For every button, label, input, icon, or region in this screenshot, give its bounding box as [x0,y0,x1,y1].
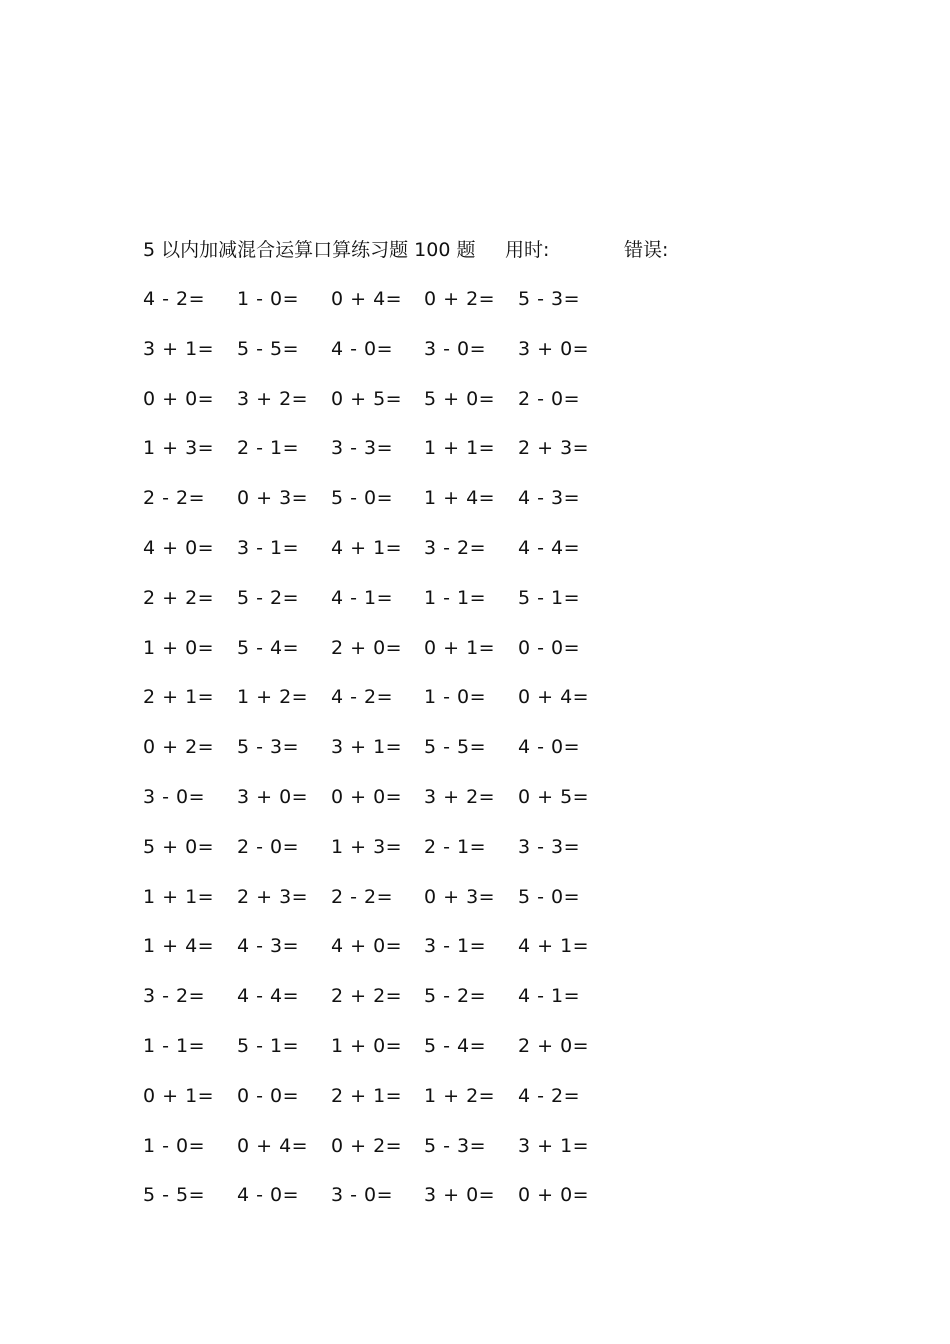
problem-item: 2 - 0= [518,387,581,410]
problem-row [143,483,623,533]
problem-item: 5 + 0= [143,835,215,858]
problem-item: 0 + 5= [331,387,403,410]
problem-item: 2 - 1= [424,835,487,858]
problem-row [143,633,623,683]
problem-item: 5 - 4= [237,636,300,659]
problem-item: 4 - 1= [518,985,581,1008]
problem-row [143,384,623,434]
problem-item: 5 - 1= [518,586,581,609]
problem-item: 1 - 0= [424,686,487,709]
problem-item: 4 - 0= [237,1184,300,1207]
problem-item: 4 - 1= [331,586,394,609]
problem-item: 0 + 4= [237,1134,309,1157]
problem-item: 5 - 3= [518,288,581,310]
problem-row [143,732,623,782]
problem-item: 2 + 1= [143,686,215,709]
problem-item: 4 - 2= [518,1084,581,1107]
problem-row [143,583,623,633]
problem-item: 2 + 2= [331,985,403,1008]
time-label: 用时: [505,239,550,261]
problem-item: 4 - 3= [237,935,300,958]
problem-item: 5 - 3= [424,1134,487,1157]
problem-item: 3 + 2= [424,785,496,808]
problem-item: 2 - 0= [237,835,300,858]
problem-item: 0 - 0= [237,1084,300,1107]
problem-item: 1 + 0= [331,1034,403,1057]
problem-item: 0 + 1= [143,1084,215,1107]
problem-item: 3 - 0= [331,1184,394,1207]
problem-row [143,1131,623,1181]
problem-row [143,334,623,384]
problem-item: 2 + 1= [331,1084,403,1107]
problem-item: 3 - 2= [424,536,487,559]
problem-row [143,782,623,832]
problem-item: 5 - 0= [331,487,394,510]
problem-item: 0 + 5= [518,785,590,808]
problem-row [143,981,623,1031]
problem-item: 0 + 3= [424,885,496,908]
problem-item: 4 + 1= [331,536,403,559]
problem-item: 2 - 1= [237,437,300,460]
problem-item: 0 + 2= [331,1134,403,1157]
problem-item: 1 - 1= [143,1034,206,1057]
problem-item: 3 + 2= [237,387,309,410]
problem-item: 4 - 0= [331,337,394,360]
error-label: 错误: [624,239,669,261]
problem-item: 1 + 4= [424,487,496,510]
problem-row [143,832,623,882]
problem-row [143,433,623,483]
problem-item: 3 - 3= [331,437,394,460]
problem-item: 4 - 2= [143,288,206,310]
problem-item: 3 + 1= [143,337,215,360]
problem-item: 5 + 0= [424,387,496,410]
problem-item: 4 - 2= [331,686,394,709]
problem-row [143,882,623,932]
problem-item: 2 - 2= [331,885,394,908]
problem-item: 1 + 3= [143,437,215,460]
problem-item: 0 + 2= [424,288,496,310]
problem-item: 2 - 2= [143,487,206,510]
problem-item: 4 + 0= [143,536,215,559]
problem-row [143,284,623,334]
problem-item: 2 + 2= [143,586,215,609]
problem-item: 1 + 2= [424,1084,496,1107]
problem-item: 0 + 0= [143,387,215,410]
problem-item: 1 + 1= [424,437,496,460]
problem-item: 3 + 1= [518,1134,590,1157]
problem-item: 4 - 4= [518,536,581,559]
problem-item: 3 + 1= [331,736,403,759]
problem-item: 1 + 1= [143,885,215,908]
problem-item: 0 + 2= [143,736,215,759]
problem-row [143,682,623,732]
problem-item: 5 - 1= [237,1034,300,1057]
problem-item: 4 - 0= [518,736,581,759]
problem-item: 1 - 0= [143,1134,206,1157]
problem-item: 1 + 4= [143,935,215,958]
problem-item: 4 + 1= [518,935,590,958]
problem-item: 1 + 2= [237,686,309,709]
problem-item: 3 - 1= [237,536,300,559]
problem-item: 1 + 3= [331,835,403,858]
problem-item: 0 + 1= [424,636,496,659]
problem-item: 4 + 0= [331,935,403,958]
problem-item: 5 - 5= [237,337,300,360]
problem-item: 2 + 0= [518,1034,590,1057]
problem-item: 0 + 0= [518,1184,590,1207]
problem-item: 5 - 4= [424,1034,487,1057]
problem-item: 3 - 2= [143,985,206,1008]
problem-item: 5 - 3= [237,736,300,759]
problem-item: 0 + 0= [331,785,403,808]
problem-item: 5 - 2= [424,985,487,1008]
problem-item: 5 - 5= [424,736,487,759]
problem-item: 1 - 1= [424,586,487,609]
problem-item: 0 + 4= [518,686,590,709]
problem-item: 1 + 0= [143,636,215,659]
worksheet-title: 5 以内加减混合运算口算练习题 100 题 [143,239,476,261]
problem-row [143,931,623,981]
problem-item: 0 - 0= [518,636,581,659]
problem-row [143,1180,623,1230]
problem-item: 2 + 3= [237,885,309,908]
problem-item: 3 + 0= [518,337,590,360]
problem-item: 3 - 1= [424,935,487,958]
problem-item: 4 - 3= [518,487,581,510]
problem-row [143,1031,623,1081]
problem-item: 5 - 2= [237,586,300,609]
problem-item: 3 - 0= [143,785,206,808]
problem-item: 3 - 0= [424,337,487,360]
problem-item: 0 + 4= [331,288,403,310]
problem-item: 3 - 3= [518,835,581,858]
problem-item: 2 + 3= [518,437,590,460]
problem-item: 4 - 4= [237,985,300,1008]
problem-item: 3 + 0= [424,1184,496,1207]
problem-item: 2 + 0= [331,636,403,659]
problem-row [143,533,623,583]
problem-item: 5 - 0= [518,885,581,908]
problem-grid [143,284,623,1230]
problem-item: 3 + 0= [237,785,309,808]
problem-item: 5 - 5= [143,1184,206,1207]
problem-item: 1 - 0= [237,288,300,310]
worksheet-header [143,236,863,264]
problem-row [143,1081,623,1131]
problem-item: 0 + 3= [237,487,309,510]
